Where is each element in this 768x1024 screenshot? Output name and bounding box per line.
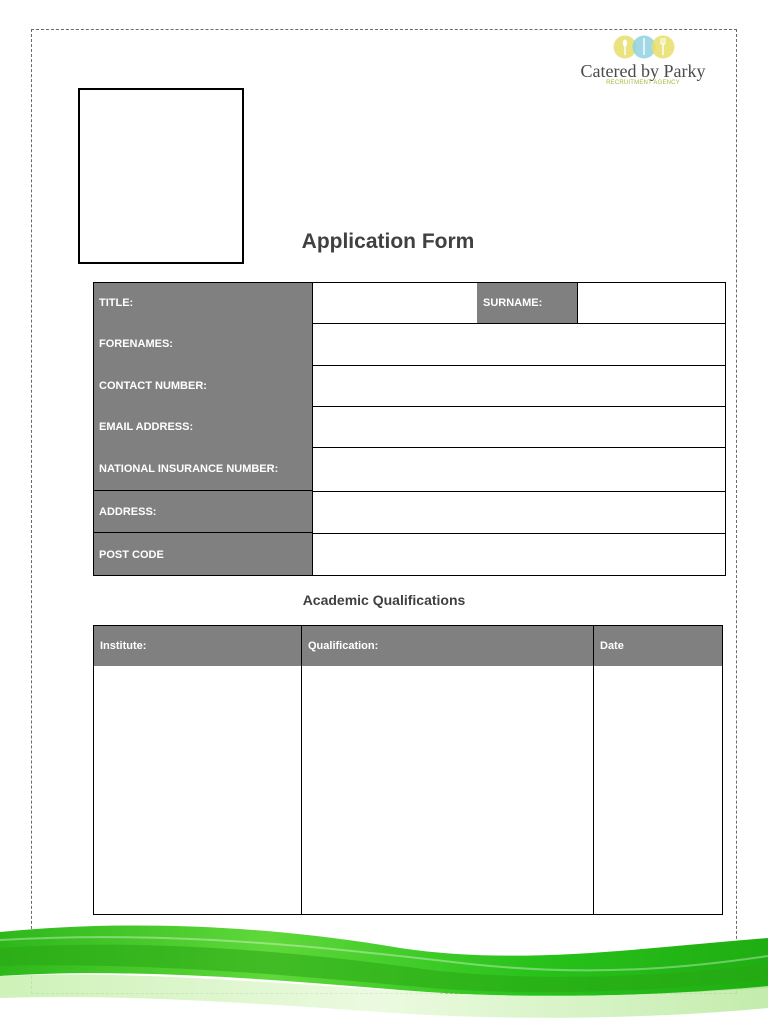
contact-number-label: CONTACT NUMBER: xyxy=(93,365,313,406)
address-label: ADDRESS: xyxy=(93,491,313,533)
column-divider xyxy=(301,626,302,914)
column-header-date: Date xyxy=(594,626,722,666)
section-title-qualifications: Academic Qualifications xyxy=(302,592,466,608)
logo-circles-icon xyxy=(612,34,676,60)
post-code-label: POST CODE xyxy=(93,533,313,576)
email-address-field[interactable] xyxy=(312,406,726,448)
surname-label: SURNAME: xyxy=(477,282,578,324)
contact-number-field[interactable] xyxy=(312,365,726,407)
decorative-green-wave xyxy=(0,918,768,1024)
qualification-entry-field[interactable] xyxy=(302,666,593,914)
title-label: TITLE: xyxy=(93,282,313,324)
forenames-field[interactable] xyxy=(312,323,726,366)
qualifications-table xyxy=(93,625,723,915)
email-address-label: EMAIL ADDRESS: xyxy=(93,406,313,447)
national-insurance-number-label: NATIONAL INSURANCE NUMBER: xyxy=(93,447,313,491)
photo-box[interactable] xyxy=(78,88,244,264)
post-code-field[interactable] xyxy=(312,533,726,576)
forenames-label: FORENAMES: xyxy=(93,323,313,365)
page-title: Application Form xyxy=(301,230,475,253)
column-header-qualification: Qualification: xyxy=(302,626,594,666)
logo-name: Catered by Parky xyxy=(580,61,706,81)
address-field[interactable] xyxy=(312,491,726,534)
column-header-institute: Institute: xyxy=(94,626,302,666)
logo-tagline: RECRUITMENT AGENCY xyxy=(606,80,680,86)
title-field[interactable] xyxy=(312,282,478,324)
national-insurance-number-field[interactable] xyxy=(312,447,726,492)
institute-entry-field[interactable] xyxy=(94,666,301,914)
company-logo xyxy=(570,32,720,92)
column-divider xyxy=(593,626,594,914)
date-entry-field[interactable] xyxy=(594,666,722,914)
surname-field[interactable] xyxy=(577,282,726,324)
